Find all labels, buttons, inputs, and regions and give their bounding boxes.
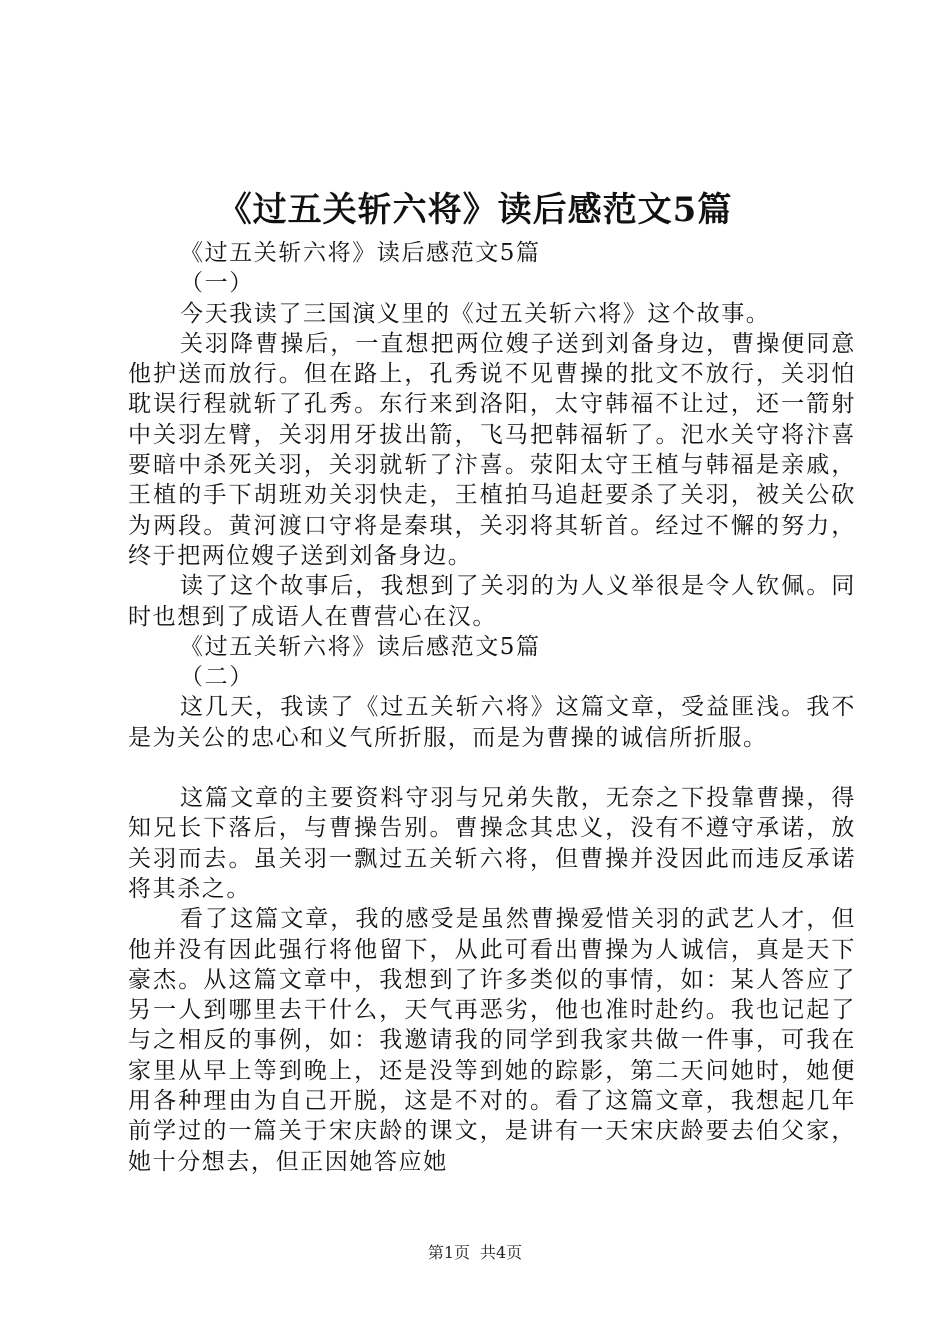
page-total: 共4页 <box>480 1243 523 1262</box>
body-paragraph: 读了这个故事后，我想到了关羽的为人义举很是令人钦佩。同时也想到了成语人在曹营心在汉。 <box>128 573 856 630</box>
document-title: 《过五关斩六将》读后感范文5篇 <box>217 190 733 230</box>
section-marker: （一） <box>180 270 254 297</box>
body-paragraph: 关羽降曹操后，一直想把两位嫂子送到刘备身边，曹操便同意他护送而放行。但在路上，孔秀说不见曹操的批文不放行，关羽怕耽误行程就斩了孔秀。东行来到洛阳，太守韩福不让过，还一箭射中关羽左臂，关羽用牙拔出箭，飞马把韩福斩了。汜水关守将汴喜要暗中杀死关羽，关羽就斩了汴喜。荥阳太守王植与韩福是亲戚，王植的手下胡班劝关羽快走，王植拍马追赶要杀了关羽，被关公砍为两段。黄河渡口守将是秦琪，关羽将其斩首。经过不懈的努力，终于把两位嫂子送到刘备身边。 <box>128 330 856 569</box>
body-paragraph: 《过五关斩六将》读后感范文5篇 <box>180 240 541 266</box>
body-paragraph: 《过五关斩六将》读后感范文5篇 <box>180 633 541 660</box>
body-paragraph: 这篇文章的主要资料守羽与兄弟失散，无奈之下投靠曹操，得知兄长下落后，与曹操告别。曹操念其忠义，没有不遵守承诺，放关羽而去。虽关羽一飘过五关斩六将，但曹操并没因此而违反承诺将其杀之。 <box>128 785 856 902</box>
page-number: 第1页 <box>427 1243 470 1262</box>
body-paragraph: 看了这篇文章，我的感受是虽然曹操爱惜关羽的武艺人才，但他并没有因此强行将他留下，从此可看出曹操为人诚信，真是天下豪杰。从这篇文章中，我想到了许多类似的事情，如：某人答应了另一人到哪里去干什么，天气再恶劣，他也准时赴约。我也记起了与之相反的事例，如：我邀请我的同学到我家共做一件事，可我在家里从早上等到晚上，还是没等到她的踪影，第二天问她时，她便用各种理由为自己开脱，这是不对的。看了这篇文章，我想起几年前学过的一篇关于宋庆龄的课文，是讲有一天宋庆龄要去伯父家，她十分想去，但正因她答应她 <box>128 906 856 1175</box>
body-paragraph: 这几天，我读了《过五关斩六将》这篇文章，受益匪浅。我不是为关公的忠心和义气所折服，而是为曹操的诚信所折服。 <box>128 694 856 751</box>
section-marker: （二） <box>180 664 254 691</box>
document-body <box>128 238 856 1177</box>
page-footer <box>0 1242 950 1264</box>
body-paragraph: 今天我读了三国演义里的《过五关斩六将》这个故事。 <box>180 300 771 327</box>
